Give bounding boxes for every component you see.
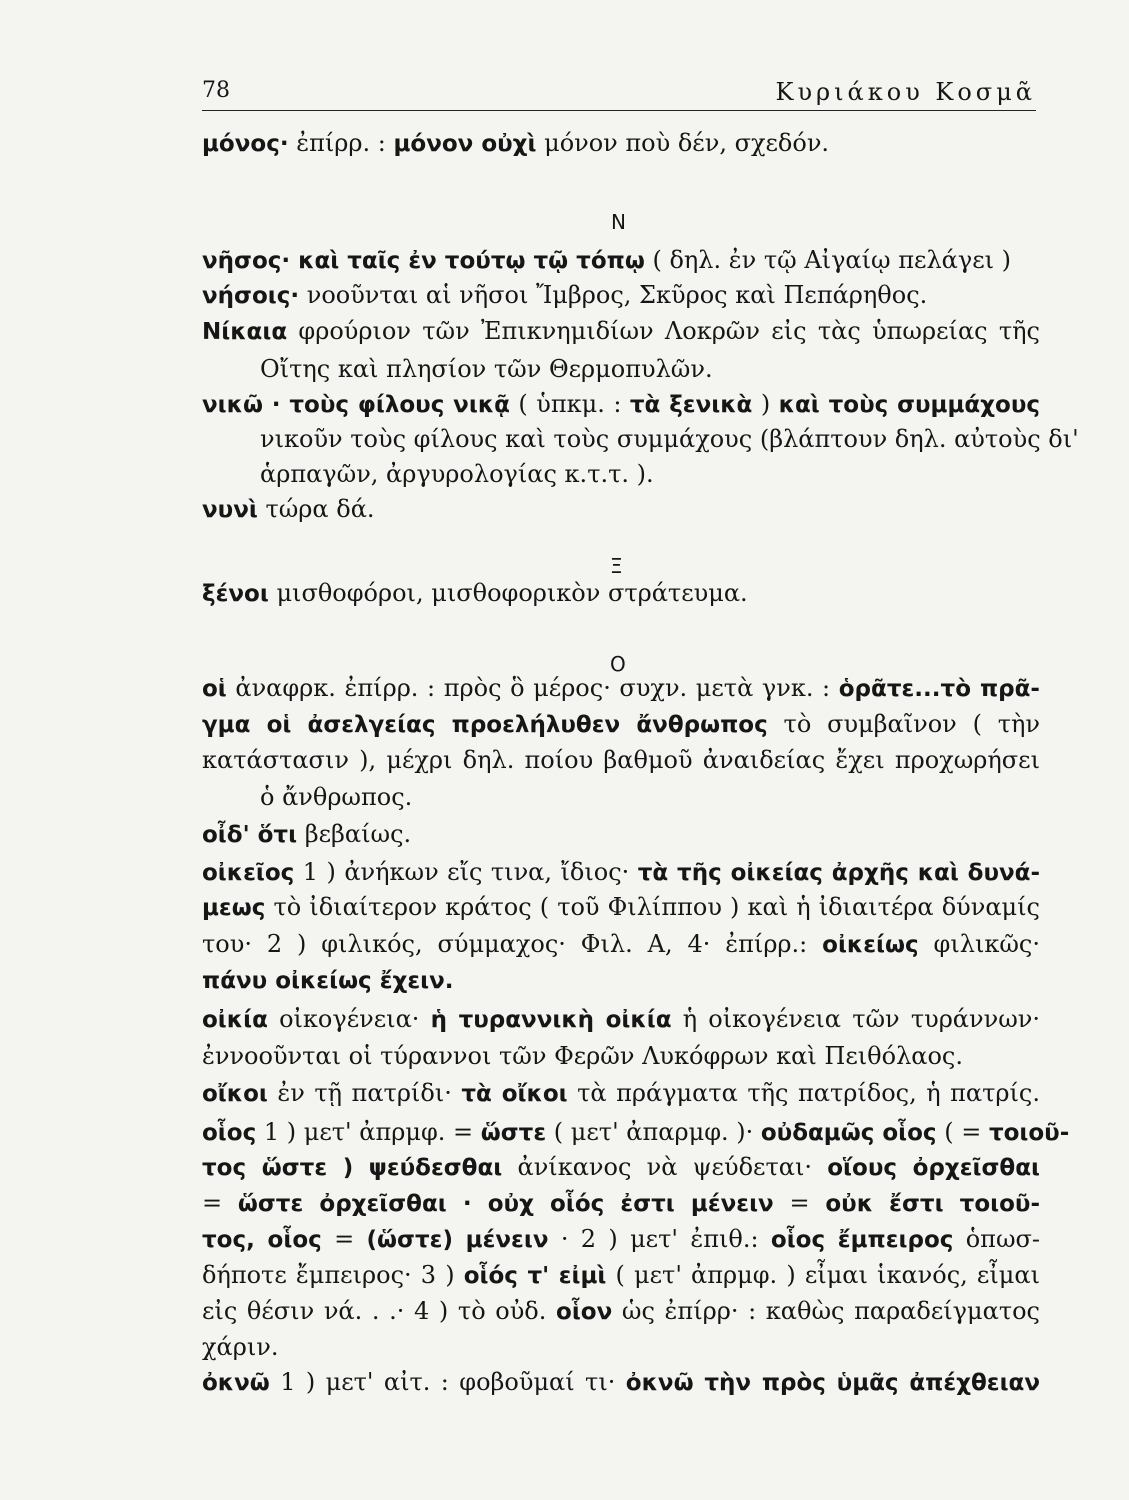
running-head: Κυριάκου Κοσμᾶ: [775, 78, 1036, 106]
headword: μόνον οὐχὶ: [393, 131, 537, 157]
definition-text: τὸ ἰδιαίτερον κράτος ( τοῦ Φιλίππου ) καὶ ἡ ἰδιαιτέρα δύναμίς: [265, 893, 1040, 921]
definition-text: χάριν.: [202, 1333, 279, 1361]
definition-text: δήποτε ἔμπειρος· 3 ): [202, 1261, 464, 1289]
headword: οἰκεῖος: [202, 860, 295, 886]
headword: νυνὶ: [202, 497, 258, 523]
headword: οἵους ὀρχεῖσθαι: [827, 1155, 1040, 1181]
definition-text: εἰς θέσιν νά. . .· 4 ) τὸ οὐδ.: [202, 1297, 557, 1325]
definition-text: =: [773, 1189, 826, 1217]
definition-text: 1 ) μετ' ἀπρμφ. =: [256, 1118, 481, 1146]
text-line: [202, 819, 411, 850]
text-line: [202, 857, 1040, 888]
headword: ἡ τυραννικὴ οἰκία: [430, 1007, 672, 1033]
text-line: [202, 1332, 279, 1362]
headword: οἷον: [556, 1299, 613, 1325]
definition-text: ἐν τῇ πατρίδι·: [267, 1079, 462, 1107]
text-line: [202, 280, 927, 311]
definition-text: μισθοφόροι, μισθοφορικὸν στράτευμα.: [268, 579, 748, 607]
definition-text: τὰ πράγματα τῆς πατρίδος, ἡ πατρίς.: [567, 1079, 1040, 1107]
definition-text: μόνον ποὺ δέν, σχεδόν.: [536, 129, 830, 157]
definition-text: ): [752, 390, 779, 418]
headword: τὰ οἴκοι: [461, 1081, 568, 1107]
definition-text: ὁπωσ-: [953, 1225, 1041, 1253]
definition-text: νικοῦν τοὺς φίλους καὶ τοὺς συμμάχους (βλάπτουν δηλ. αὐτοὺς δι': [260, 425, 1079, 453]
definition-text: ( =: [936, 1118, 989, 1146]
text-line: [260, 459, 654, 489]
definition-text: =: [202, 1189, 238, 1217]
headword: οἴκοι: [202, 1081, 268, 1107]
text-line: [202, 389, 1040, 420]
page-number: 78: [202, 78, 230, 103]
headword: οἶδ' ὅτι: [202, 822, 298, 848]
headword: οὐκ ἔστι τοιοῦ-: [825, 1191, 1040, 1217]
text-line: [260, 354, 713, 384]
definition-text: =: [321, 1225, 367, 1253]
definition-text: ( μετ' ἀπαρμφ. )·: [546, 1118, 761, 1146]
definition-text: ( μετ' ἀπρμφ. ) εἶμαι ἱκανός, εἶμαι: [606, 1261, 1040, 1289]
definition-text: τώρα δά.: [257, 495, 375, 523]
text-line: [202, 1188, 1040, 1219]
definition-text: του· 2 ) φιλικός, σύμμαχος· Φιλ. Α, 4· ἐπίρρ.:: [202, 930, 823, 958]
text-line: [202, 1296, 1040, 1327]
headword: πάνυ οἰκείως ἔχειν.: [202, 968, 454, 994]
headword: οἷος: [202, 1120, 257, 1146]
text-line: [202, 1004, 1040, 1035]
text-line: [202, 245, 1011, 276]
headword: νῆσος· καὶ ταῖς ἐν τούτῳ τῷ τόπῳ: [202, 248, 645, 274]
definition-text: φρούριον τῶν Ἐπικνημιδίων Λοκρῶν εἰς τὰς ὑπωρείας τῆς: [287, 317, 1040, 345]
text-line: [202, 745, 1040, 775]
text-line: [202, 709, 1040, 740]
text-line: [202, 929, 1040, 960]
definition-text: · 2 ) μετ' ἐπιθ.:: [548, 1225, 771, 1253]
headword: τος ὥστε ): [202, 1155, 354, 1181]
definition-text: ἐννοοῦνται οἱ τύραννοι τῶν Φερῶν Λυκόφρων καὶ Πειθόλαος.: [202, 1042, 964, 1070]
text-line: [202, 892, 1040, 923]
definition-text: οἰκογένεια·: [267, 1005, 431, 1033]
text-line: [202, 578, 748, 609]
headword: οἰκείως: [822, 932, 919, 958]
text-line: [260, 424, 1079, 454]
headword: τος, οἷος: [202, 1227, 322, 1253]
definition-text: ὡς ἐπίρρ· : καθὼς παραδείγματος: [612, 1297, 1041, 1325]
definition-text: ἁρπαγῶν, ἀργυρολογίας κ.τ.τ. ).: [260, 460, 654, 488]
definition-text: 1 ) ἀνήκων εἴς τινα, ἴδιος·: [294, 858, 638, 886]
definition-text: κατάστασιν ), μέχρι δηλ. ποίου βαθμοῦ ἀναιδείας ἔχει προχωρήσει: [202, 746, 1040, 774]
text-line: [202, 1041, 963, 1071]
section-letter-xi: Ξ: [610, 554, 623, 578]
definition-text: ( δηλ. ἐν τῷ Αἰγαίῳ πελάγει ): [644, 246, 1012, 274]
headword: καὶ τοὺς συμμάχους: [778, 392, 1040, 418]
headword: οἷος ἔμπειρος: [770, 1227, 954, 1253]
headword: ὁρᾶτε...τὸ πρᾶ-: [838, 676, 1040, 702]
headword: ὀκνῶ τὴν πρὸς ὑμᾶς ἀπέχθειαν: [625, 1370, 1040, 1396]
section-letter-nu: Ν: [611, 210, 626, 234]
headword: οἰκία: [202, 1007, 268, 1033]
definition-text: Οἴτης καὶ πλησίον τῶν Θερμοπυλῶν.: [260, 355, 713, 383]
headword: τὰ τῆς οἰκείας ἀρχῆς καὶ δυνά-: [637, 860, 1040, 886]
definition-text: [353, 1153, 368, 1181]
headword: μόνος·: [202, 131, 289, 157]
headword: Νίκαια: [202, 319, 288, 345]
text-line: [202, 1224, 1040, 1255]
text-line: [202, 1367, 1040, 1398]
text-line: [202, 673, 1040, 704]
definition-text: ἀναφρκ. ἐπίρρ. : πρὸς ὃ μέρος· συχν. μετὰ γνκ. :: [226, 674, 839, 702]
definition-text: ἡ οἰκογένεια τῶν τυράννων·: [671, 1005, 1040, 1033]
headword: (ὥστε) μένειν: [366, 1227, 549, 1253]
headword: νικῶ · τοὺς φίλους νικᾷ: [202, 392, 510, 418]
text-line: [202, 494, 375, 525]
definition-text: ( ὑπκμ. :: [509, 390, 630, 418]
section-letter-omicron: Ο: [610, 652, 626, 676]
page-header: [202, 78, 1036, 111]
headword: ψεύδεσθαι: [368, 1155, 503, 1181]
text-line: [202, 1152, 1040, 1183]
definition-text: βεβαίως.: [297, 820, 412, 848]
headword: οἷός τ' εἰμὶ: [463, 1263, 607, 1289]
headword: ξένοι: [202, 581, 269, 607]
definition-text: 1 ) μετ' αἰτ. : φοβοῦμαί τι·: [269, 1368, 626, 1396]
text-line: [202, 965, 454, 996]
text-line: [202, 128, 829, 159]
definition-text: φιλικῶς·: [918, 930, 1041, 958]
headword: τὰ ξενικὰ: [629, 392, 753, 418]
headword: τοιοῦ-: [988, 1120, 1070, 1146]
headword: οὐδαμῶς οἷος: [760, 1120, 937, 1146]
headword: ὀκνῶ: [202, 1370, 270, 1396]
headword: οἱ: [202, 676, 227, 702]
text-line: [202, 316, 1040, 347]
text-line: [260, 782, 412, 812]
definition-text: ἐπίρρ. :: [288, 129, 394, 157]
headword: νήσοις·: [202, 283, 300, 309]
headword: ὥστε ὀρχεῖσθαι · οὐχ οἷός ἐστι μένειν: [237, 1191, 774, 1217]
text-line: [202, 1117, 1070, 1148]
headword: μεως: [202, 895, 266, 921]
definition-text: νοοῦνται αἱ νῆσοι Ἴμβρος, Σκῦρος καὶ Πεπάρηθος.: [299, 281, 928, 309]
definition-text: ὁ ἄνθρωπος.: [260, 783, 413, 811]
headword: γμα οἱ ἀσελγείας προελήλυθεν ἄνθρωπος: [202, 712, 768, 738]
definition-text: τὸ συμβαῖνον ( τὴν: [767, 710, 1040, 738]
text-line: [202, 1260, 1040, 1291]
headword: ὥστε: [480, 1120, 547, 1146]
text-line: [202, 1078, 1040, 1109]
definition-text: ἀνίκανος νὰ ψεύδεται·: [502, 1153, 828, 1181]
